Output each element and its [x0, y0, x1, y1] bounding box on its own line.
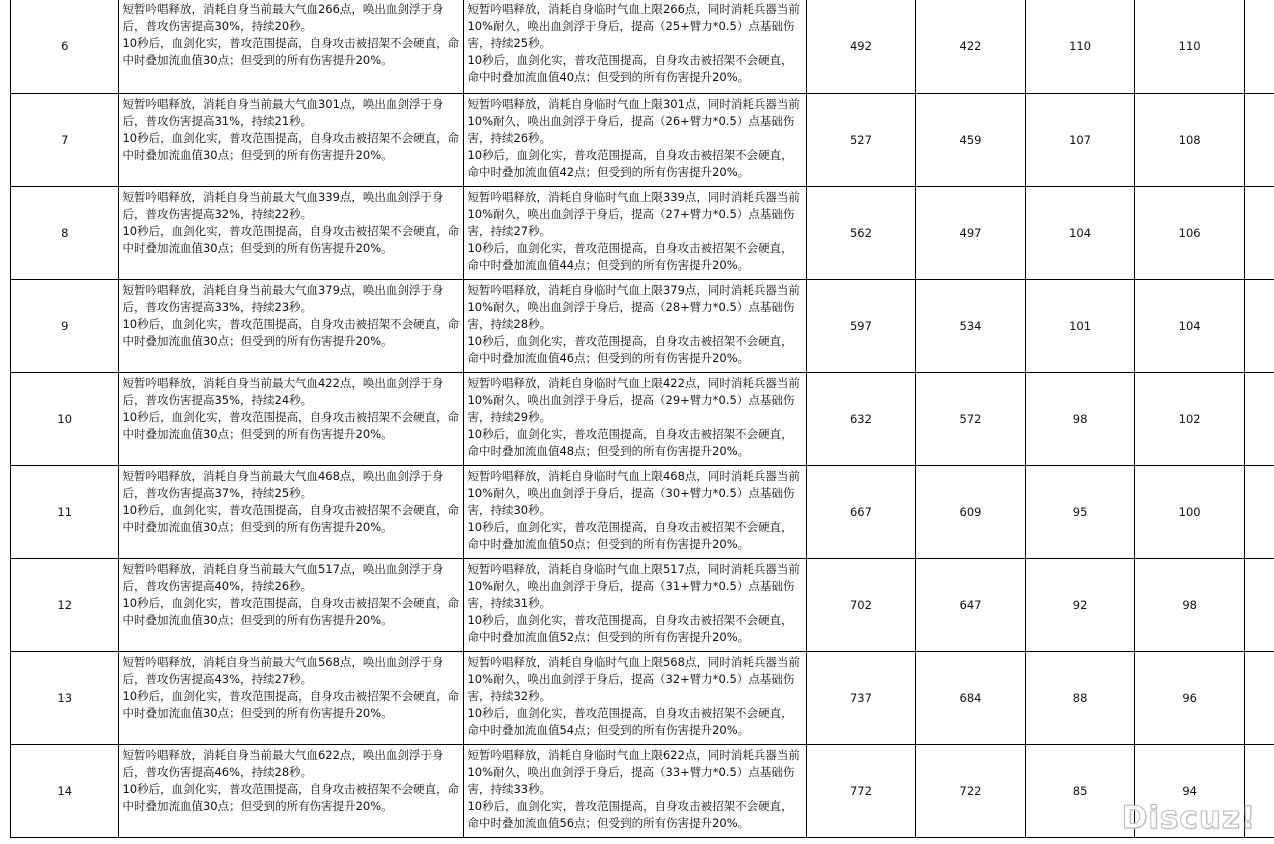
table-row — [11, 652, 1274, 745]
value-cell-4: 100 — [1135, 466, 1245, 559]
level-cell: 14 — [11, 745, 119, 838]
value-cell-1: 632 — [806, 373, 916, 466]
level-cell: 8 — [11, 187, 119, 280]
value-cell-2: 647 — [916, 559, 1026, 652]
new-effect-description: 短暂吟唱释放，消耗自身临时气血上限568点，同时消耗兵器当前10%耐久，唤出血剑浮于身后，提高（32+臂力*0.5）点基础伤害，持续32秒。 10秒后，血剑化实，普攻范围提高，自身攻击被招架不会硬直，命中时叠加流血值54点；但受到的所有伤害提升20%。 — [464, 652, 806, 745]
table-row — [11, 280, 1274, 373]
empty-cell — [1244, 0, 1274, 94]
old-effect-description: 短暂吟唱释放，消耗自身当前最大气血517点，唤出血剑浮于身后，普攻伤害提高40%，持续26秒。 10秒后，血剑化实，普攻范围提高，自身攻击被招架不会硬直，命中时叠加流血值30点；但受到的所有伤害提升20%。 — [119, 559, 464, 652]
empty-cell — [1244, 466, 1274, 559]
value-cell-1: 702 — [806, 559, 916, 652]
table-row — [11, 559, 1274, 652]
empty-cell — [1244, 94, 1274, 187]
value-cell-1: 667 — [806, 466, 916, 559]
value-cell-1: 562 — [806, 187, 916, 280]
value-cell-3: 95 — [1025, 466, 1135, 559]
level-cell: 9 — [11, 280, 119, 373]
old-effect-description: 短暂吟唱释放，消耗自身当前最大气血468点，唤出血剑浮于身后，普攻伤害提高37%，持续25秒。 10秒后，血剑化实，普攻范围提高，自身攻击被招架不会硬直，命中时叠加流血值30点；但受到的所有伤害提升20%。 — [119, 466, 464, 559]
new-effect-description: 短暂吟唱释放，消耗自身临时气血上限339点，同时消耗兵器当前10%耐久，唤出血剑浮于身后，提高（27+臂力*0.5）点基础伤害，持续27秒。 10秒后，血剑化实，普攻范围提高，自身攻击被招架不会硬直，命中时叠加流血值44点；但受到的所有伤害提升20%。 — [464, 187, 806, 280]
value-cell-2: 722 — [916, 745, 1026, 838]
table-row — [11, 745, 1274, 838]
new-effect-description: 短暂吟唱释放，消耗自身临时气血上限622点，同时消耗兵器当前10%耐久，唤出血剑浮于身后，提高（33+臂力*0.5）点基础伤害，持续33秒。 10秒后，血剑化实，普攻范围提高，自身攻击被招架不会硬直，命中时叠加流血值56点；但受到的所有伤害提升20%。 — [464, 745, 806, 838]
skill-level-table — [10, 0, 1274, 838]
old-effect-description: 短暂吟唱释放，消耗自身当前最大气血568点，唤出血剑浮于身后，普攻伤害提高43%，持续27秒。 10秒后，血剑化实，普攻范围提高，自身攻击被招架不会硬直，命中时叠加流血值30点；但受到的所有伤害提升20%。 — [119, 652, 464, 745]
value-cell-1: 772 — [806, 745, 916, 838]
new-effect-description: 短暂吟唱释放，消耗自身临时气血上限379点，同时消耗兵器当前10%耐久，唤出血剑浮于身后，提高（28+臂力*0.5）点基础伤害，持续28秒。 10秒后，血剑化实，普攻范围提高，自身攻击被招架不会硬直，命中时叠加流血值46点；但受到的所有伤害提升20%。 — [464, 280, 806, 373]
value-cell-1: 527 — [806, 94, 916, 187]
value-cell-3: 88 — [1025, 652, 1135, 745]
old-effect-description: 短暂吟唱释放，消耗自身当前最大气血379点，唤出血剑浮于身后，普攻伤害提高33%，持续23秒。 10秒后，血剑化实，普攻范围提高，自身攻击被招架不会硬直，命中时叠加流血值30点；但受到的所有伤害提升20%。 — [119, 280, 464, 373]
empty-cell — [1244, 652, 1274, 745]
old-effect-description: 短暂吟唱释放，消耗自身当前最大气血622点，唤出血剑浮于身后，普攻伤害提高46%，持续28秒。 10秒后，血剑化实，普攻范围提高，自身攻击被招架不会硬直，命中时叠加流血值30点；但受到的所有伤害提升20%。 — [119, 745, 464, 838]
value-cell-4: 98 — [1135, 559, 1245, 652]
new-effect-description: 短暂吟唱释放，消耗自身临时气血上限468点，同时消耗兵器当前10%耐久，唤出血剑浮于身后，提高（30+臂力*0.5）点基础伤害，持续30秒。 10秒后，血剑化实，普攻范围提高，自身攻击被招架不会硬直，命中时叠加流血值50点；但受到的所有伤害提升20%。 — [464, 466, 806, 559]
new-effect-description: 短暂吟唱释放，消耗自身临时气血上限517点，同时消耗兵器当前10%耐久，唤出血剑浮于身后，提高（31+臂力*0.5）点基础伤害，持续31秒。 10秒后，血剑化实，普攻范围提高，自身攻击被招架不会硬直，命中时叠加流血值52点；但受到的所有伤害提升20%。 — [464, 559, 806, 652]
new-effect-description: 短暂吟唱释放，消耗自身临时气血上限422点，同时消耗兵器当前10%耐久，唤出血剑浮于身后，提高（29+臂力*0.5）点基础伤害，持续29秒。 10秒后，血剑化实，普攻范围提高，自身攻击被招架不会硬直，命中时叠加流血值48点；但受到的所有伤害提升20%。 — [464, 373, 806, 466]
empty-cell — [1244, 373, 1274, 466]
old-effect-description: 短暂吟唱释放，消耗自身当前最大气血301点，唤出血剑浮于身后，普攻伤害提高31%，持续21秒。 10秒后，血剑化实，普攻范围提高，自身攻击被招架不会硬直，命中时叠加流血值30点；但受到的所有伤害提升20%。 — [119, 94, 464, 187]
empty-cell — [1244, 280, 1274, 373]
empty-cell — [1244, 559, 1274, 652]
value-cell-4: 96 — [1135, 652, 1245, 745]
level-cell: 13 — [11, 652, 119, 745]
old-effect-description: 短暂吟唱释放，消耗自身当前最大气血266点，唤出血剑浮于身后，普攻伤害提高30%，持续20秒。 10秒后，血剑化实，普攻范围提高，自身攻击被招架不会硬直，命中时叠加流血值30点；但受到的所有伤害提升20%。 — [119, 0, 464, 94]
value-cell-3: 85 — [1025, 745, 1135, 838]
level-cell: 6 — [11, 0, 119, 94]
table-row — [11, 466, 1274, 559]
value-cell-3: 98 — [1025, 373, 1135, 466]
table-row — [11, 0, 1274, 94]
old-effect-description: 短暂吟唱释放，消耗自身当前最大气血339点，唤出血剑浮于身后，普攻伤害提高32%，持续22秒。 10秒后，血剑化实，普攻范围提高，自身攻击被招架不会硬直，命中时叠加流血值30点；但受到的所有伤害提升20%。 — [119, 187, 464, 280]
table-row — [11, 94, 1274, 187]
value-cell-4: 102 — [1135, 373, 1245, 466]
empty-cell — [1244, 187, 1274, 280]
value-cell-4: 110 — [1135, 0, 1245, 94]
level-cell: 11 — [11, 466, 119, 559]
value-cell-1: 492 — [806, 0, 916, 94]
table-body — [11, 0, 1274, 838]
table-row — [11, 187, 1274, 280]
level-cell: 10 — [11, 373, 119, 466]
value-cell-4: 94 — [1135, 745, 1245, 838]
old-effect-description: 短暂吟唱释放，消耗自身当前最大气血422点，唤出血剑浮于身后，普攻伤害提高35%，持续24秒。 10秒后，血剑化实，普攻范围提高，自身攻击被招架不会硬直，命中时叠加流血值30点；但受到的所有伤害提升20%。 — [119, 373, 464, 466]
value-cell-4: 104 — [1135, 280, 1245, 373]
value-cell-2: 572 — [916, 373, 1026, 466]
value-cell-2: 459 — [916, 94, 1026, 187]
value-cell-4: 108 — [1135, 94, 1245, 187]
new-effect-description: 短暂吟唱释放，消耗自身临时气血上限301点，同时消耗兵器当前10%耐久，唤出血剑浮于身后，提高（26+臂力*0.5）点基础伤害，持续26秒。 10秒后，血剑化实，普攻范围提高，自身攻击被招架不会硬直，命中时叠加流血值42点；但受到的所有伤害提升20%。 — [464, 94, 806, 187]
value-cell-3: 110 — [1025, 0, 1135, 94]
value-cell-2: 422 — [916, 0, 1026, 94]
value-cell-2: 684 — [916, 652, 1026, 745]
new-effect-description: 短暂吟唱释放，消耗自身临时气血上限266点，同时消耗兵器当前10%耐久，唤出血剑浮于身后，提高（25+臂力*0.5）点基础伤害，持续25秒。 10秒后，血剑化实，普攻范围提高，自身攻击被招架不会硬直，命中时叠加流血值40点；但受到的所有伤害提升20%。 — [464, 0, 806, 94]
value-cell-3: 107 — [1025, 94, 1135, 187]
value-cell-2: 609 — [916, 466, 1026, 559]
level-cell: 12 — [11, 559, 119, 652]
value-cell-3: 104 — [1025, 187, 1135, 280]
level-cell: 7 — [11, 94, 119, 187]
value-cell-4: 106 — [1135, 187, 1245, 280]
table-row — [11, 373, 1274, 466]
discuz-watermark: Discuz! — [1121, 800, 1256, 836]
value-cell-1: 737 — [806, 652, 916, 745]
value-cell-2: 534 — [916, 280, 1026, 373]
value-cell-1: 597 — [806, 280, 916, 373]
value-cell-3: 101 — [1025, 280, 1135, 373]
value-cell-3: 92 — [1025, 559, 1135, 652]
value-cell-2: 497 — [916, 187, 1026, 280]
